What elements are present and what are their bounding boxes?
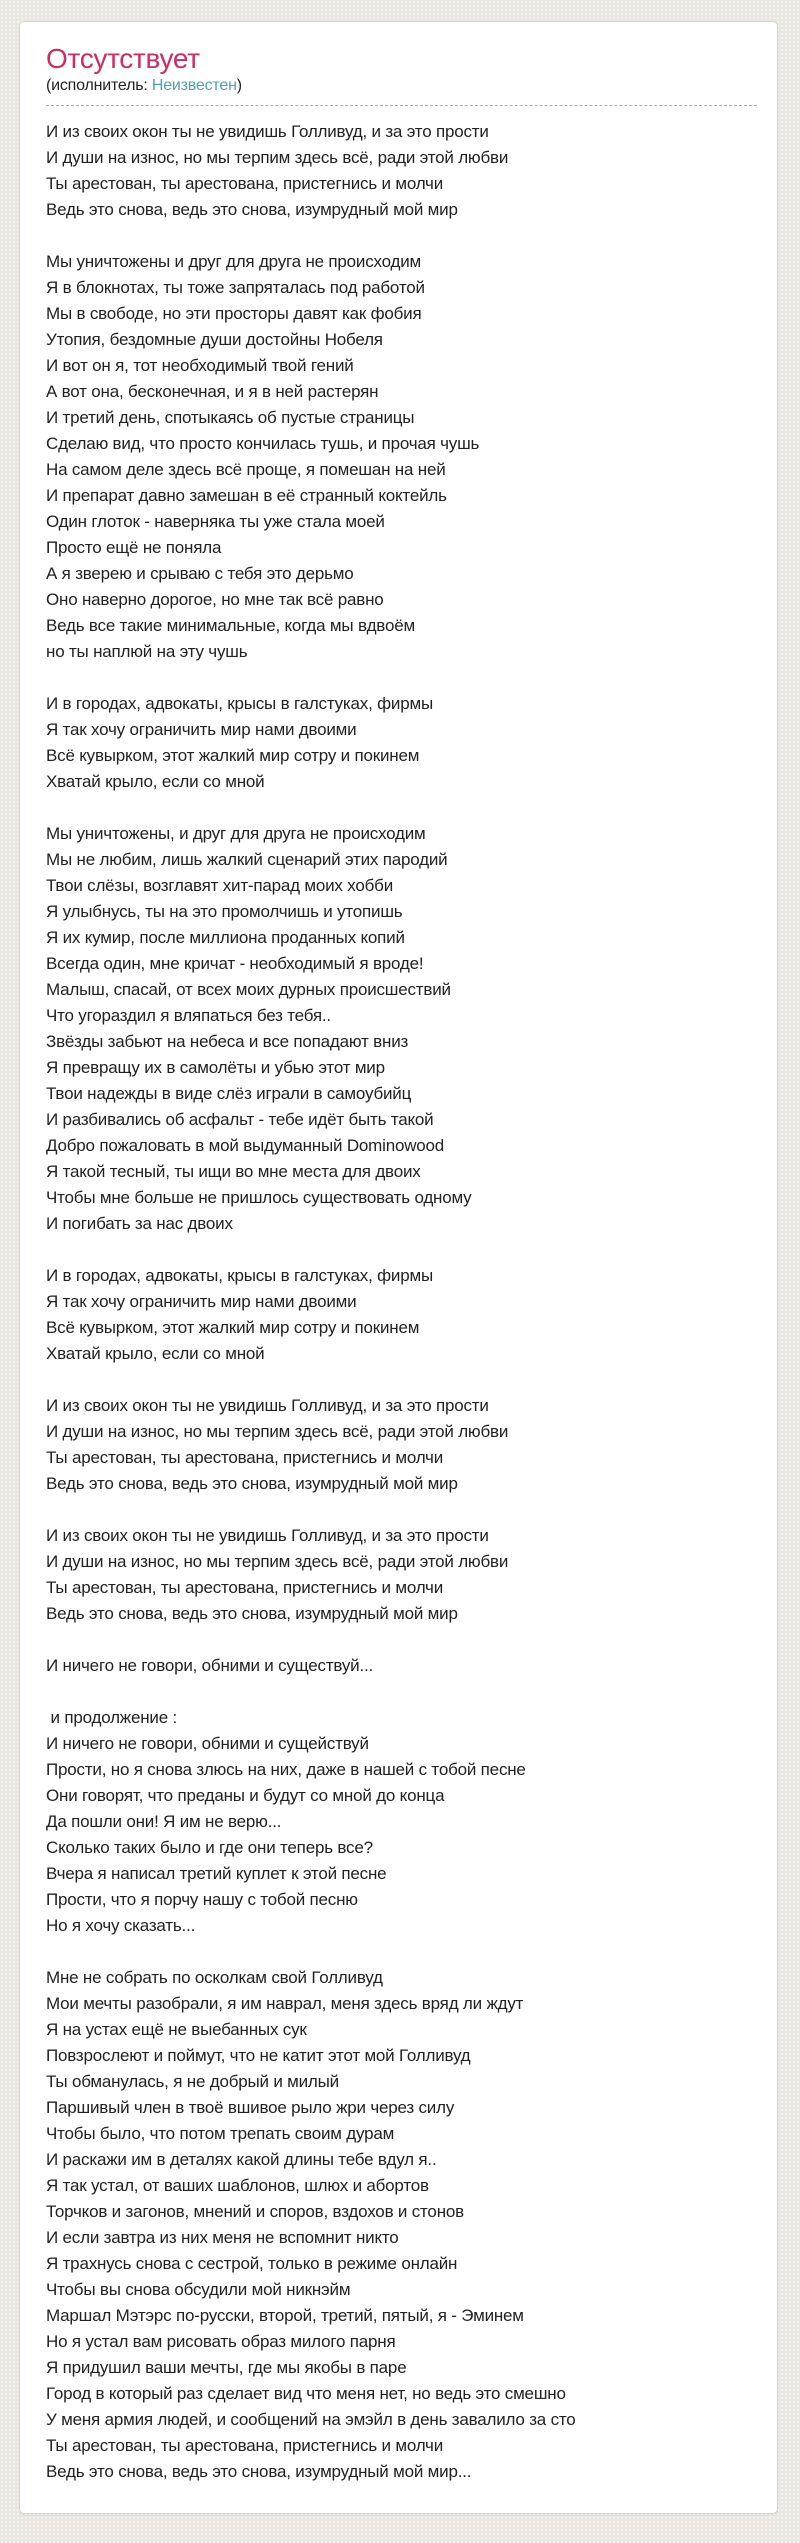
artist-label-close-paren: ) (236, 77, 242, 94)
lyrics-line: Я так хочу ограничить мир нами двоими (46, 1292, 357, 1311)
lyrics-line: И погибать за нас двоих (46, 1214, 233, 1233)
lyrics-line: Ведь это снова, ведь это снова, изумрудный мой мир (46, 1474, 458, 1493)
lyrics-line: Ты арестован, ты арестована, пристегнись и молчи (46, 1448, 444, 1467)
lyrics-line: Сколько таких было и где они теперь все? (46, 1838, 373, 1857)
lyrics-line: Твои слёзы, возглавят хит-парад моих хобби (46, 876, 393, 895)
lyrics-line: Я на устах ещё не выебанных сук (46, 2020, 307, 2039)
lyrics-stanza (46, 1705, 757, 1939)
lyrics-line: Всё кувырком, этот жалкий мир сотру и покинем (46, 1318, 420, 1337)
lyrics-line: Чтобы вы снова обсудили мой никнэйм (46, 2280, 351, 2299)
lyrics-line: Город в который раз сделает вид что меня нет, но ведь это смешно (46, 2384, 566, 2403)
lyrics-line: Мои мечты разобрали, я им наврал, меня здесь вряд ли ждут (46, 1994, 524, 2013)
lyrics-line: Ведь это снова, ведь это снова, изумрудный мой мир... (46, 2462, 472, 2481)
lyrics-line: И ничего не говори, обними и существуй... (46, 1656, 374, 1675)
lyrics-line: И души на износ, но мы терпим здесь всё, ради этой любви (46, 1422, 509, 1441)
lyrics-line: Ведь это снова, ведь это снова, изумрудный мой мир (46, 1604, 458, 1623)
lyrics-line: Мы уничтожены, и друг для друга не происходим (46, 824, 426, 843)
lyrics-line: Звёзды забьют на небеса и все попадают вниз (46, 1032, 409, 1051)
lyrics-line: Хватай крыло, если со мной (46, 772, 265, 791)
lyrics-line: И в городах, адвокаты, крысы в галстуках, фирмы (46, 694, 433, 713)
lyrics-line: Ты обманулась, я не добрый и милый (46, 2072, 339, 2091)
lyrics-line: Мы не любим, лишь жалкий сценарий этих пародий (46, 850, 448, 869)
lyrics-line: Они говорят, что преданы и будут со мной до конца (46, 1786, 445, 1805)
lyrics-line: Торчков и загонов, мнений и споров, вздохов и стонов (46, 2202, 464, 2221)
lyrics-line: Я придушил ваши мечты, где мы якобы в паре (46, 2358, 407, 2377)
lyrics-line: И если завтра из них меня не вспомнит никто (46, 2228, 399, 2247)
lyrics-stanza (46, 691, 757, 795)
lyrics-line: Вчера я написал третий куплет к этой песне (46, 1864, 387, 1883)
lyrics-line: Всё кувырком, этот жалкий мир сотру и покинем (46, 746, 420, 765)
lyrics-line: Я трахнусь снова с сестрой, только в режиме онлайн (46, 2254, 458, 2273)
lyrics-line: И из своих окон ты не увидишь Голливуд, и за это прости (46, 1526, 489, 1545)
lyrics-line: И вот он я, тот необходимый твой гений (46, 356, 354, 375)
lyrics-line: Добро пожаловать в мой выдуманный Dominowood (46, 1136, 445, 1155)
lyrics-stanza (46, 119, 757, 223)
lyrics-stanza (46, 1653, 757, 1679)
lyrics-line: Я превращу их в самолёты и убью этот мир (46, 1058, 385, 1077)
lyrics-line: Ведь это снова, ведь это снова, изумрудный мой мир (46, 200, 458, 219)
lyrics-line: Ты арестован, ты арестована, пристегнись и молчи (46, 1578, 444, 1597)
lyrics-line: А я зверею и срываю с тебя это дерьмо (46, 564, 354, 583)
lyrics-stanza (46, 249, 757, 665)
lyrics-line: Паршивый член в твоё вшивое рыло жри через силу (46, 2098, 455, 2117)
lyrics-line: и продолжение : (46, 1708, 178, 1727)
lyrics-line: Мы уничтожены и друг для друга не происходим (46, 252, 422, 271)
song-card (19, 21, 778, 2514)
lyrics-stanza (46, 1965, 757, 2485)
lyrics-line: Чтобы мне больше не пришлось существовать одному (46, 1188, 472, 1207)
lyrics (46, 119, 757, 2485)
artist-label: (исполнитель: (46, 77, 148, 94)
lyrics-line: И разбивались об асфальт - тебе идёт быть такой (46, 1110, 434, 1129)
lyrics-line: И из своих окон ты не увидишь Голливуд, и за это прости (46, 1396, 489, 1415)
lyrics-line: Я так хочу ограничить мир нами двоими (46, 720, 357, 739)
lyrics-line: Прости, но я снова злюсь на них, даже в нашей с тобой песне (46, 1760, 526, 1779)
lyrics-line: Я их кумир, после миллиона проданных копий (46, 928, 405, 947)
lyrics-line: Но я хочу сказать... (46, 1916, 196, 1935)
artist-line (46, 76, 757, 96)
lyrics-line: И третий день, спотыкаясь об пустые страницы (46, 408, 415, 427)
lyrics-stanza (46, 821, 757, 1237)
lyrics-line: Просто ещё не поняла (46, 538, 222, 557)
lyrics-line: И ничего не говори, обними и сущействуй (46, 1734, 369, 1753)
lyrics-line: Я такой тесный, ты ищи во мне места для двоих (46, 1162, 421, 1181)
lyrics-stanza (46, 1393, 757, 1497)
lyrics-line: Маршал Мэтэрс по-русски, второй, третий, пятый, я - Эминем (46, 2306, 524, 2325)
lyrics-line: Ведь все такие минимальные, когда мы вдвоём (46, 616, 415, 635)
lyrics-line: Твои надежды в виде слёз играли в самоубийц (46, 1084, 412, 1103)
lyrics-line: Оно наверно дорогое, но мне так всё равно (46, 590, 384, 609)
lyrics-line: Один глоток - наверняка ты уже стала моей (46, 512, 385, 531)
lyrics-line: Всегда один, мне кричат - необходимый я вроде! (46, 954, 424, 973)
lyrics-line: Чтобы было, что потом трепать своим дурам (46, 2124, 395, 2143)
lyrics-line: И раскажи им в деталях какой длины тебе вдул я.. (46, 2150, 437, 2169)
lyrics-line: Утопия, бездомные души достойны Нобеля (46, 330, 383, 349)
artist-link[interactable]: Неизвестен (151, 77, 237, 94)
lyrics-line: Сделаю вид, что просто кончилась тушь, и прочая чушь (46, 434, 480, 453)
lyrics-line: И препарат давно замешан в её странный коктейль (46, 486, 447, 505)
lyrics-stanza (46, 1263, 757, 1367)
lyrics-line: Мне не собрать по осколкам свой Голливуд (46, 1968, 383, 1987)
lyrics-line: На самом деле здесь всё проще, я помешан на ней (46, 460, 446, 479)
lyrics-line: Хватай крыло, если со мной (46, 1344, 265, 1363)
lyrics-line: И в городах, адвокаты, крысы в галстуках, фирмы (46, 1266, 433, 1285)
lyrics-line: И из своих окон ты не увидишь Голливуд, и за это прости (46, 122, 489, 141)
lyrics-line: И души на износ, но мы терпим здесь всё, ради этой любви (46, 1552, 509, 1571)
lyrics-line: Ты арестован, ты арестована, пристегнись и молчи (46, 2436, 444, 2455)
lyrics-line: Я улыбнусь, ты на это промолчишь и утопишь (46, 902, 403, 921)
lyrics-line: Прости, что я порчу нашу с тобой песню (46, 1890, 358, 1909)
lyrics-line: У меня армия людей, и сообщений на эмэйл в день завалило за сто (46, 2410, 576, 2429)
lyrics-line: И души на износ, но мы терпим здесь всё, ради этой любви (46, 148, 509, 167)
song-title: Отсутствует (46, 43, 200, 74)
lyrics-line: Я в блокнотах, ты тоже запряталась под работой (46, 278, 425, 297)
lyrics-stanza (46, 1523, 757, 1627)
lyrics-line: А вот она, бесконечная, и я в ней растерян (46, 382, 379, 401)
lyrics-line: Мы в свободе, но эти просторы давят как фобия (46, 304, 422, 323)
lyrics-line: Малыш, спасай, от всех моих дурных происшествий (46, 980, 451, 999)
lyrics-line: Ты арестован, ты арестована, пристегнись и молчи (46, 174, 444, 193)
lyrics-line: но ты наплюй на эту чушь (46, 642, 248, 661)
lyrics-line: Но я устал вам рисовать образ милого парня (46, 2332, 396, 2351)
lyrics-line: Что угораздил я вляпаться без тебя.. (46, 1006, 331, 1025)
lyrics-line: Повзрослеют и поймут, что не катит этот мой Голливуд (46, 2046, 471, 2065)
lyrics-line: Да пошли они! Я им не верю... (46, 1812, 282, 1831)
lyrics-line: Я так устал, от ваших шаблонов, шлюх и абортов (46, 2176, 429, 2195)
song-header (46, 44, 757, 106)
